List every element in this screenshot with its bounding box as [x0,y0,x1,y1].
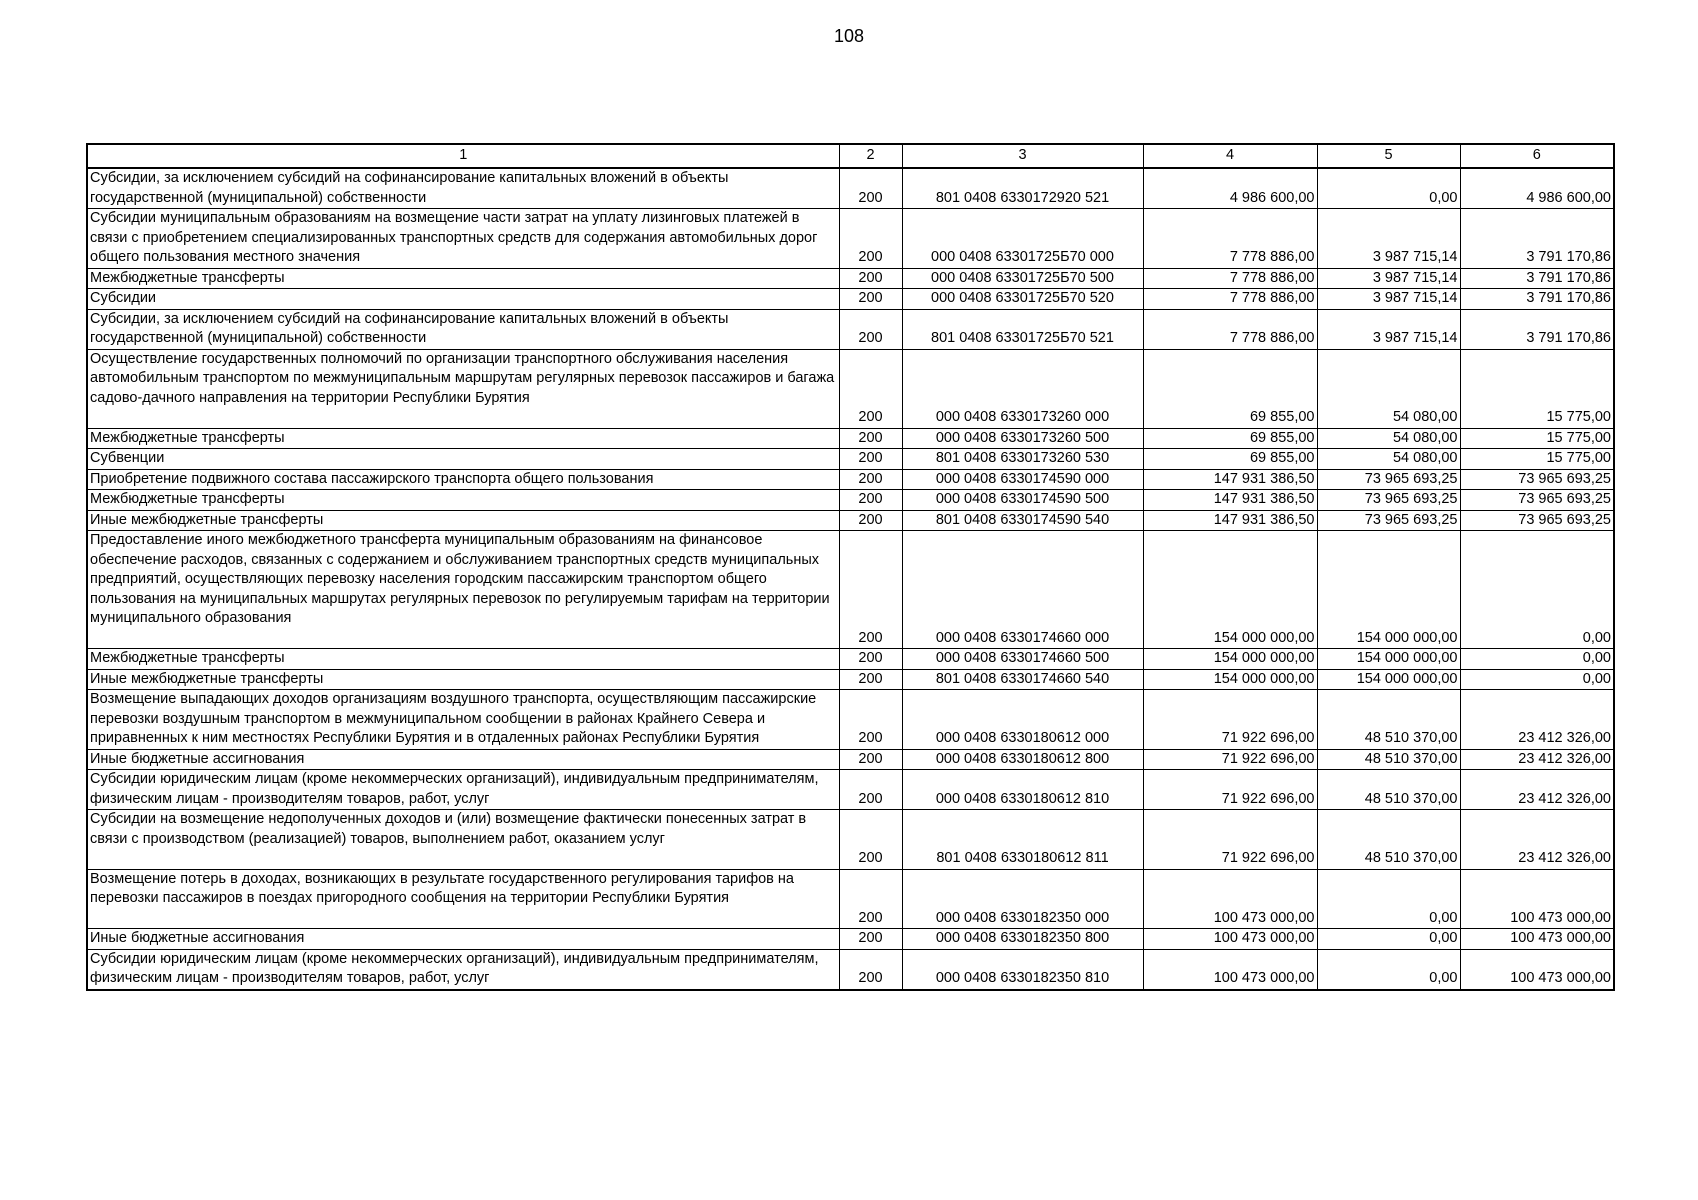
table-row [87,289,1614,310]
row-line-code: 200 [839,309,902,349]
row-name: Возмещение выпадающих доходов организациям воздушного транспорта, осуществляющим пассажирские перевозки воздушным транспортом в межмуниципальном сообщении в районах Крайнего Севера и приравненных к ним местностях Республики Бурятия и в отдаленных районах Республики Бурятия [87,690,839,750]
row-line-code: 200 [839,490,902,511]
row-amount-col4: 4 986 600,00 [1143,168,1317,209]
table-row [87,690,1614,750]
row-line-code: 200 [839,531,902,649]
row-amount-col4: 69 855,00 [1143,428,1317,449]
row-classification-code: 801 0408 6330174590 540 [902,510,1143,531]
row-amount-col6: 100 473 000,00 [1460,929,1614,950]
row-amount-col6: 23 412 326,00 [1460,770,1614,810]
row-amount-col5: 73 965 693,25 [1317,490,1460,511]
row-amount-col4: 69 855,00 [1143,449,1317,470]
table-row [87,268,1614,289]
table-row [87,949,1614,990]
row-amount-col5: 154 000 000,00 [1317,531,1460,649]
row-amount-col4: 69 855,00 [1143,349,1317,428]
table-row [87,929,1614,950]
row-amount-col5: 48 510 370,00 [1317,690,1460,750]
table-row [87,449,1614,470]
table-body [87,168,1614,990]
row-amount-col6: 0,00 [1460,649,1614,670]
row-amount-col5: 48 510 370,00 [1317,770,1460,810]
row-line-code: 200 [839,428,902,449]
row-amount-col4: 7 778 886,00 [1143,268,1317,289]
row-amount-col5: 0,00 [1317,929,1460,950]
row-amount-col4: 7 778 886,00 [1143,289,1317,310]
row-name: Субсидии юридическим лицам (кроме некоммерческих организаций), индивидуальным предпринимателям, физическим лицам - производителям товаров, работ, услуг [87,949,839,990]
table-row [87,649,1614,670]
row-amount-col6: 15 775,00 [1460,449,1614,470]
row-amount-col4: 154 000 000,00 [1143,531,1317,649]
row-line-code: 200 [839,749,902,770]
row-amount-col6: 3 791 170,86 [1460,268,1614,289]
table-row [87,309,1614,349]
row-amount-col5: 73 965 693,25 [1317,510,1460,531]
row-line-code: 200 [839,289,902,310]
row-line-code: 200 [839,690,902,750]
row-classification-code: 000 0408 63301725Б70 520 [902,289,1143,310]
row-amount-col5: 154 000 000,00 [1317,649,1460,670]
budget-table [86,143,1615,991]
row-amount-col6: 3 791 170,86 [1460,309,1614,349]
row-amount-col5: 54 080,00 [1317,428,1460,449]
row-classification-code: 000 0408 6330174590 000 [902,469,1143,490]
table-row [87,209,1614,269]
row-amount-col4: 100 473 000,00 [1143,949,1317,990]
row-name: Предоставление иного межбюджетного трансферта муниципальным образованиям на финансовое обеспечение расходов, связанных с содержанием и обслуживанием транспортных средств муниципальных предприятий, осуществляющих перевозку населения городским пассажирским транспортом общего пользования на муниципальных маршрутах регулярных перевозок по регулируемым тарифам на территории муниципального образования [87,531,839,649]
row-amount-col6: 100 473 000,00 [1460,869,1614,929]
table-row [87,869,1614,929]
row-line-code: 200 [839,449,902,470]
row-name: Субсидии, за исключением субсидий на софинансирование капитальных вложений в объекты государственной (муниципальной) собственности [87,309,839,349]
column-header-1: 1 [87,144,839,168]
row-classification-code: 000 0408 6330174590 500 [902,490,1143,511]
row-line-code: 200 [839,770,902,810]
row-amount-col5: 0,00 [1317,949,1460,990]
table-row [87,749,1614,770]
row-amount-col4: 100 473 000,00 [1143,869,1317,929]
row-classification-code: 801 0408 6330174660 540 [902,669,1143,690]
row-classification-code: 000 0408 6330182350 000 [902,869,1143,929]
row-name: Межбюджетные трансферты [87,490,839,511]
row-amount-col5: 3 987 715,14 [1317,209,1460,269]
row-amount-col6: 73 965 693,25 [1460,469,1614,490]
row-name: Иные бюджетные ассигнования [87,929,839,950]
row-line-code: 200 [839,649,902,670]
row-name: Иные межбюджетные трансферты [87,669,839,690]
row-name: Осуществление государственных полномочий по организации транспортного обслуживания населения автомобильным транспортом по межмуниципальным маршрутам регулярных перевозок пассажиров и багажа садово-дачного направления на территории Республики Бурятия [87,349,839,428]
row-classification-code: 000 0408 6330182350 800 [902,929,1143,950]
row-amount-col6: 73 965 693,25 [1460,510,1614,531]
row-line-code: 200 [839,669,902,690]
row-name: Возмещение потерь в доходах, возникающих в результате государственного регулирования тарифов на перевозки пассажиров в поездах пригородного сообщения на территории Республики Бурятия [87,869,839,929]
row-amount-col6: 15 775,00 [1460,428,1614,449]
row-name: Субсидии на возмещение недополученных доходов и (или) возмещение фактически понесенных затрат в связи с производством (реализацией) товаров, выполнением работ, оказанием услуг [87,810,839,870]
table-row [87,490,1614,511]
row-name: Субвенции [87,449,839,470]
row-amount-col5: 73 965 693,25 [1317,469,1460,490]
row-classification-code: 000 0408 6330173260 500 [902,428,1143,449]
row-amount-col4: 71 922 696,00 [1143,810,1317,870]
row-line-code: 200 [839,349,902,428]
row-name: Иные межбюджетные трансферты [87,510,839,531]
row-amount-col4: 71 922 696,00 [1143,749,1317,770]
row-amount-col6: 0,00 [1460,531,1614,649]
row-classification-code: 000 0408 6330180612 000 [902,690,1143,750]
row-amount-col5: 0,00 [1317,869,1460,929]
page-number: 108 [833,26,865,46]
column-header-6: 6 [1460,144,1614,168]
row-line-code: 200 [839,510,902,531]
row-amount-col5: 48 510 370,00 [1317,749,1460,770]
row-name: Межбюджетные трансферты [87,268,839,289]
row-amount-col5: 3 987 715,14 [1317,268,1460,289]
row-line-code: 200 [839,949,902,990]
row-amount-col4: 100 473 000,00 [1143,929,1317,950]
row-line-code: 200 [839,209,902,269]
row-amount-col4: 154 000 000,00 [1143,649,1317,670]
row-amount-col6: 3 791 170,86 [1460,209,1614,269]
row-amount-col6: 4 986 600,00 [1460,168,1614,209]
table-row [87,428,1614,449]
table-header-row [87,144,1614,168]
row-classification-code: 000 0408 63301725Б70 500 [902,268,1143,289]
row-amount-col5: 54 080,00 [1317,349,1460,428]
row-amount-col6: 0,00 [1460,669,1614,690]
row-classification-code: 000 0408 6330180612 800 [902,749,1143,770]
row-classification-code: 801 0408 6330173260 530 [902,449,1143,470]
row-amount-col5: 0,00 [1317,168,1460,209]
row-name: Иные бюджетные ассигнования [87,749,839,770]
row-name: Субсидии юридическим лицам (кроме некоммерческих организаций), индивидуальным предпринимателям, физическим лицам - производителям товаров, работ, услуг [87,770,839,810]
row-amount-col6: 73 965 693,25 [1460,490,1614,511]
row-line-code: 200 [839,929,902,950]
row-name: Субсидии, за исключением субсидий на софинансирование капитальных вложений в объекты государственной (муниципальной) собственности [87,168,839,209]
row-classification-code: 000 0408 6330180612 810 [902,770,1143,810]
row-name: Межбюджетные трансферты [87,428,839,449]
row-amount-col4: 7 778 886,00 [1143,209,1317,269]
row-amount-col5: 154 000 000,00 [1317,669,1460,690]
row-classification-code: 000 0408 6330173260 000 [902,349,1143,428]
table-row [87,510,1614,531]
row-name: Межбюджетные трансферты [87,649,839,670]
row-classification-code: 801 0408 6330180612 811 [902,810,1143,870]
row-amount-col5: 3 987 715,14 [1317,309,1460,349]
row-amount-col4: 71 922 696,00 [1143,770,1317,810]
row-classification-code: 801 0408 63301725Б70 521 [902,309,1143,349]
column-header-2: 2 [839,144,902,168]
row-amount-col4: 147 931 386,50 [1143,469,1317,490]
row-classification-code: 000 0408 6330182350 810 [902,949,1143,990]
column-header-4: 4 [1143,144,1317,168]
row-amount-col5: 3 987 715,14 [1317,289,1460,310]
table-row [87,469,1614,490]
table-row [87,770,1614,810]
row-line-code: 200 [839,268,902,289]
row-amount-col6: 100 473 000,00 [1460,949,1614,990]
row-line-code: 200 [839,810,902,870]
row-amount-col4: 147 931 386,50 [1143,510,1317,531]
row-classification-code: 000 0408 63301725Б70 000 [902,209,1143,269]
row-amount-col4: 71 922 696,00 [1143,690,1317,750]
row-line-code: 200 [839,469,902,490]
row-name: Приобретение подвижного состава пассажирского транспорта общего пользования [87,469,839,490]
row-classification-code: 801 0408 6330172920 521 [902,168,1143,209]
row-amount-col6: 3 791 170,86 [1460,289,1614,310]
table-row [87,168,1614,209]
row-amount-col6: 23 412 326,00 [1460,810,1614,870]
row-amount-col4: 147 931 386,50 [1143,490,1317,511]
row-amount-col4: 7 778 886,00 [1143,309,1317,349]
row-classification-code: 000 0408 6330174660 000 [902,531,1143,649]
row-name: Субсидии [87,289,839,310]
row-line-code: 200 [839,168,902,209]
row-name: Субсидии муниципальным образованиям на возмещение части затрат на уплату лизинговых платежей в связи с приобретением специализированных транспортных средств для содержания автомобильных дорог общего пользования местного значения [87,209,839,269]
table-row [87,349,1614,428]
column-header-5: 5 [1317,144,1460,168]
table-row [87,669,1614,690]
table-row [87,531,1614,649]
row-amount-col4: 154 000 000,00 [1143,669,1317,690]
row-amount-col6: 23 412 326,00 [1460,749,1614,770]
row-amount-col6: 23 412 326,00 [1460,690,1614,750]
row-amount-col5: 54 080,00 [1317,449,1460,470]
row-amount-col6: 15 775,00 [1460,349,1614,428]
row-line-code: 200 [839,869,902,929]
table-row [87,810,1614,870]
row-amount-col5: 48 510 370,00 [1317,810,1460,870]
column-header-3: 3 [902,144,1143,168]
row-classification-code: 000 0408 6330174660 500 [902,649,1143,670]
